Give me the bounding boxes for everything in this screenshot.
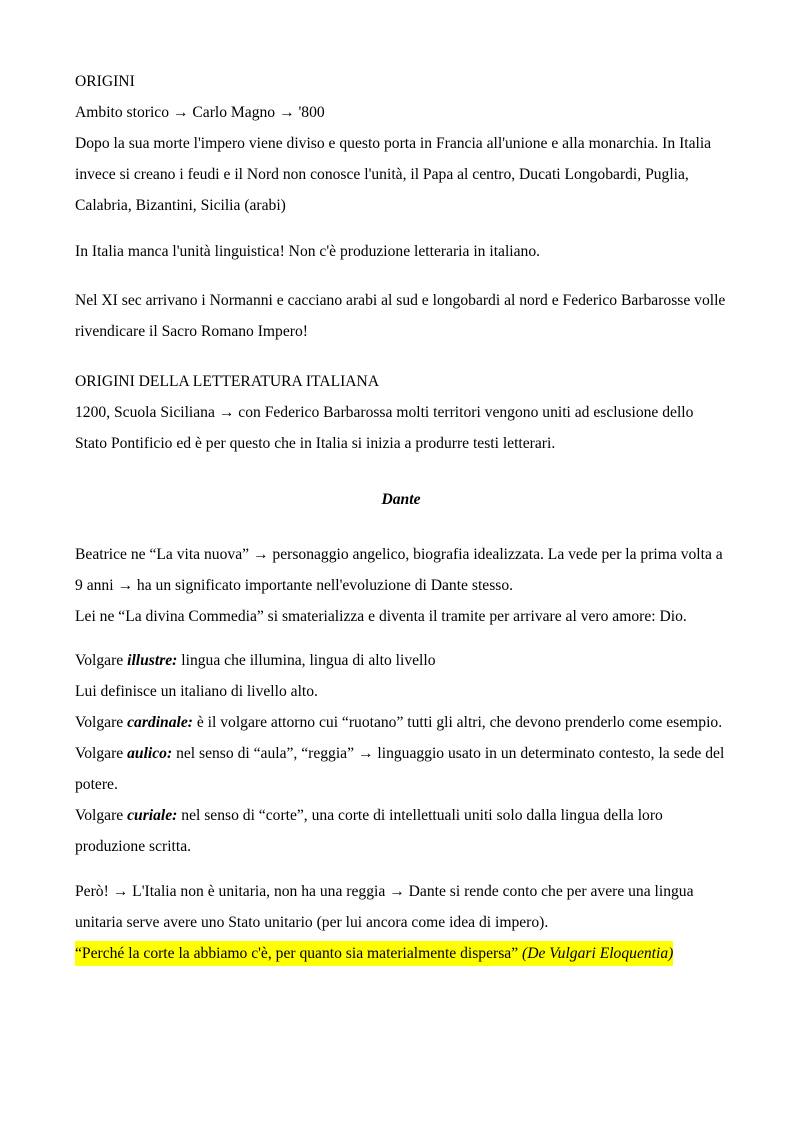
paragraph-ambito-storico xyxy=(75,97,727,128)
text-run: curiale: xyxy=(127,807,178,824)
text-run: Volgare xyxy=(75,745,128,762)
text-run: Nel XI sec arrivano i Normanni e cacciano arabi al sud e longobardi al nord e Federico Barbarosse volle rivendicare il Sacro Romano Impero! xyxy=(75,292,730,340)
text-run: nel senso di “corte”, una corte di intellettuali uniti solo dalla lingua della loro produzione scritta. xyxy=(75,807,667,855)
text-run: aulico: xyxy=(127,745,173,762)
text-run: Volgare xyxy=(75,807,128,824)
paragraph-volgare-illustre xyxy=(75,645,727,676)
paragraph-volgare-curiale xyxy=(75,800,727,862)
text-run: 1200, Scuola Siciliana → con Federico Barbarossa molti territori vengono uniti ad esclusione dello Stato Pontificio ed è per questo che in Italia si inizia a produrre testi letterari. xyxy=(75,404,698,452)
text-run: Dante xyxy=(381,491,421,508)
text-run: Volgare xyxy=(75,652,128,669)
paragraph-beatrice xyxy=(75,539,727,601)
text-run: Lui definisce un italiano di livello alto. xyxy=(75,683,318,700)
text-run: Lei ne “La divina Commedia” si smaterializza e diventa il tramite per arrivare al vero amore: Dio. xyxy=(75,608,687,625)
text-run: Dopo la sua morte l'impero viene diviso e questo porta in Francia all'unione e alla monarchia. In Italia invece si creano i feudi e il Nord non conosce l'unità, il Papa al centro, Ducati Longobardi, Puglia, Calabria, Bizantini, Sicilia (arabi) xyxy=(75,135,716,214)
text-run: Volgare xyxy=(75,714,128,731)
text-run: Ambito storico → Carlo Magno → '800 xyxy=(75,104,325,121)
text-run: “Perché la corte la abbiamo c'è, per quanto sia materialmente dispersa” xyxy=(75,941,522,966)
paragraph-unita-linguistica xyxy=(75,236,727,267)
paragraph-volgare-aulico xyxy=(75,738,727,800)
text-run: cardinale: xyxy=(127,714,193,731)
paragraph-normanni xyxy=(75,285,730,347)
text-run: Però! → L'Italia non è unitaria, non ha una reggia → Dante si rende conto che per avere una lingua unitaria serve avere uno Stato unitario (per lui ancora come idea di impero). xyxy=(75,883,698,931)
text-run: lingua che illumina, lingua di alto livello xyxy=(177,652,436,669)
text-run: illustre: xyxy=(127,652,178,669)
heading-dante xyxy=(75,484,727,515)
paragraph-volgare-cardinale xyxy=(75,707,727,738)
text-run: nel senso di “aula”, “reggia” → linguaggio usato in un determinato contesto, la sede del potere. xyxy=(75,745,729,793)
text-run: Beatrice ne “La vita nuova” → personaggio angelico, biografia idealizzata. La vede per la prima volta a 9 anni → ha un significato importante nell'evoluzione di Dante stesso. xyxy=(75,546,727,594)
paragraph-dopo-la-sua-morte xyxy=(75,128,727,221)
paragraph-divina-commedia xyxy=(75,601,727,632)
text-run: (De Vulgari Eloquentia) xyxy=(522,941,673,966)
text-run: ORIGINI xyxy=(75,73,135,90)
text-run: In Italia manca l'unità linguistica! Non c'è produzione letteraria in italiano. xyxy=(75,243,541,260)
paragraph-scuola-siciliana xyxy=(75,397,727,459)
paragraph-pero-italia-non-unitaria xyxy=(75,876,727,938)
paragraph-italiano-livello-alto xyxy=(75,676,727,707)
text-run: ORIGINI DELLA LETTERATURA ITALIANA xyxy=(75,373,380,390)
paragraph-perche-la-corte-highlighted xyxy=(75,938,727,969)
heading-origini xyxy=(75,66,727,97)
text-run: è il volgare attorno cui “ruotano” tutti gli altri, che devono prenderlo come esempio. xyxy=(192,714,723,731)
heading-origini-letteratura xyxy=(75,366,727,397)
